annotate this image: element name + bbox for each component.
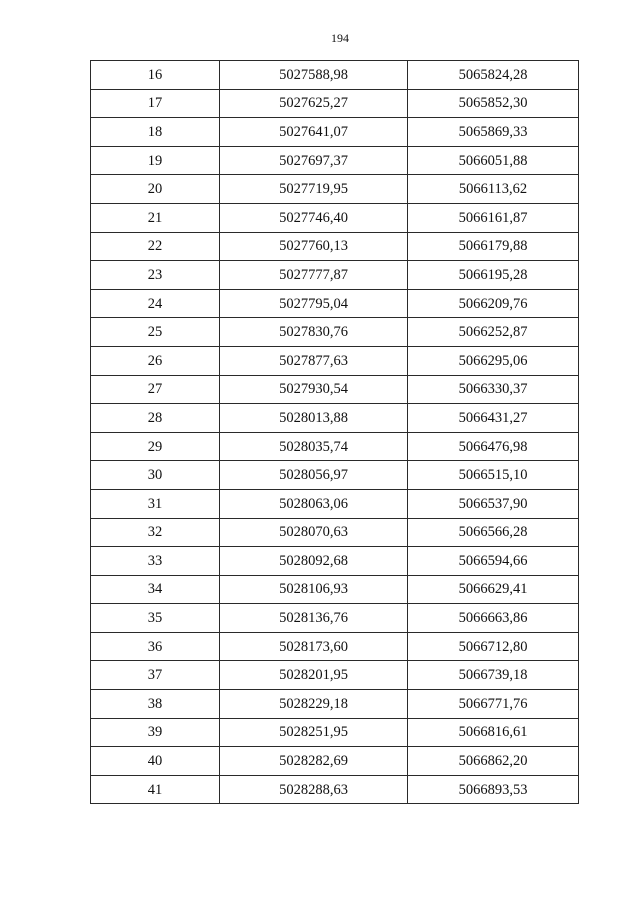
x-coordinate-cell: 5028013,88	[220, 404, 408, 433]
point-number-cell: 16	[91, 61, 220, 90]
point-number-cell: 32	[91, 518, 220, 547]
table-row	[91, 232, 579, 261]
table-row	[91, 404, 579, 433]
x-coordinate-cell: 5027760,13	[220, 232, 408, 261]
table-row	[91, 261, 579, 290]
point-number-cell: 25	[91, 318, 220, 347]
point-number-cell: 40	[91, 747, 220, 776]
point-number-cell: 22	[91, 232, 220, 261]
x-coordinate-cell: 5028106,93	[220, 575, 408, 604]
point-number-cell: 34	[91, 575, 220, 604]
point-number-cell: 23	[91, 261, 220, 290]
y-coordinate-cell: 5066712,80	[408, 632, 579, 661]
y-coordinate-cell: 5065824,28	[408, 61, 579, 90]
x-coordinate-cell: 5027777,87	[220, 261, 408, 290]
table-row	[91, 575, 579, 604]
point-number-cell: 38	[91, 690, 220, 719]
point-number-cell: 37	[91, 661, 220, 690]
y-coordinate-cell: 5065869,33	[408, 118, 579, 147]
table-row	[91, 346, 579, 375]
y-coordinate-cell: 5066295,06	[408, 346, 579, 375]
y-coordinate-cell: 5066515,10	[408, 461, 579, 490]
x-coordinate-cell: 5028056,97	[220, 461, 408, 490]
y-coordinate-cell: 5066179,88	[408, 232, 579, 261]
point-number-cell: 29	[91, 432, 220, 461]
point-number-cell: 27	[91, 375, 220, 404]
table-row	[91, 175, 579, 204]
y-coordinate-cell: 5066663,86	[408, 604, 579, 633]
point-number-cell: 30	[91, 461, 220, 490]
x-coordinate-cell: 5028136,76	[220, 604, 408, 633]
page-number: 194	[331, 31, 349, 45]
y-coordinate-cell: 5066330,37	[408, 375, 579, 404]
y-coordinate-cell: 5066209,76	[408, 289, 579, 318]
y-coordinate-cell: 5066252,87	[408, 318, 579, 347]
y-coordinate-cell: 5066537,90	[408, 489, 579, 518]
table-row	[91, 489, 579, 518]
y-coordinate-cell: 5066629,41	[408, 575, 579, 604]
x-coordinate-cell: 5028251,95	[220, 718, 408, 747]
table-row	[91, 747, 579, 776]
x-coordinate-cell: 5028173,60	[220, 632, 408, 661]
x-coordinate-cell: 5027746,40	[220, 203, 408, 232]
y-coordinate-cell: 5066476,98	[408, 432, 579, 461]
x-coordinate-cell: 5028070,63	[220, 518, 408, 547]
y-coordinate-cell: 5066771,76	[408, 690, 579, 719]
x-coordinate-cell: 5027795,04	[220, 289, 408, 318]
table-row	[91, 604, 579, 633]
x-coordinate-cell: 5027641,07	[220, 118, 408, 147]
table-row	[91, 61, 579, 90]
table-row	[91, 661, 579, 690]
x-coordinate-cell: 5027877,63	[220, 346, 408, 375]
x-coordinate-cell: 5028288,63	[220, 775, 408, 804]
table-row	[91, 461, 579, 490]
point-number-cell: 19	[91, 146, 220, 175]
coordinates-table-body	[91, 61, 579, 804]
y-coordinate-cell: 5066739,18	[408, 661, 579, 690]
y-coordinate-cell: 5066566,28	[408, 518, 579, 547]
x-coordinate-cell: 5028063,06	[220, 489, 408, 518]
y-coordinate-cell: 5066431,27	[408, 404, 579, 433]
point-number-cell: 35	[91, 604, 220, 633]
point-number-cell: 21	[91, 203, 220, 232]
y-coordinate-cell: 5066893,53	[408, 775, 579, 804]
point-number-cell: 33	[91, 547, 220, 576]
x-coordinate-cell: 5027697,37	[220, 146, 408, 175]
point-number-cell: 26	[91, 346, 220, 375]
x-coordinate-cell: 5028201,95	[220, 661, 408, 690]
table-row	[91, 632, 579, 661]
point-number-cell: 41	[91, 775, 220, 804]
table-row	[91, 289, 579, 318]
x-coordinate-cell: 5028229,18	[220, 690, 408, 719]
x-coordinate-cell: 5027719,95	[220, 175, 408, 204]
table-row	[91, 547, 579, 576]
table-row	[91, 146, 579, 175]
point-number-cell: 20	[91, 175, 220, 204]
point-number-cell: 36	[91, 632, 220, 661]
point-number-cell: 24	[91, 289, 220, 318]
table-row	[91, 318, 579, 347]
point-number-cell: 18	[91, 118, 220, 147]
y-coordinate-cell: 5066113,62	[408, 175, 579, 204]
y-coordinate-cell: 5066594,66	[408, 547, 579, 576]
point-number-cell: 28	[91, 404, 220, 433]
x-coordinate-cell: 5028035,74	[220, 432, 408, 461]
point-number-cell: 39	[91, 718, 220, 747]
table-row	[91, 203, 579, 232]
x-coordinate-cell: 5027625,27	[220, 89, 408, 118]
table-row	[91, 518, 579, 547]
x-coordinate-cell: 5028282,69	[220, 747, 408, 776]
x-coordinate-cell: 5028092,68	[220, 547, 408, 576]
point-number-cell: 31	[91, 489, 220, 518]
table-row	[91, 775, 579, 804]
x-coordinate-cell: 5027588,98	[220, 61, 408, 90]
table-row	[91, 432, 579, 461]
y-coordinate-cell: 5065852,30	[408, 89, 579, 118]
table-row	[91, 718, 579, 747]
table-row	[91, 690, 579, 719]
y-coordinate-cell: 5066195,28	[408, 261, 579, 290]
table-row	[91, 118, 579, 147]
table-row	[91, 89, 579, 118]
point-number-cell: 17	[91, 89, 220, 118]
table-row	[91, 375, 579, 404]
y-coordinate-cell: 5066816,61	[408, 718, 579, 747]
coordinates-table	[90, 60, 579, 804]
y-coordinate-cell: 5066051,88	[408, 146, 579, 175]
x-coordinate-cell: 5027930,54	[220, 375, 408, 404]
x-coordinate-cell: 5027830,76	[220, 318, 408, 347]
y-coordinate-cell: 5066862,20	[408, 747, 579, 776]
y-coordinate-cell: 5066161,87	[408, 203, 579, 232]
